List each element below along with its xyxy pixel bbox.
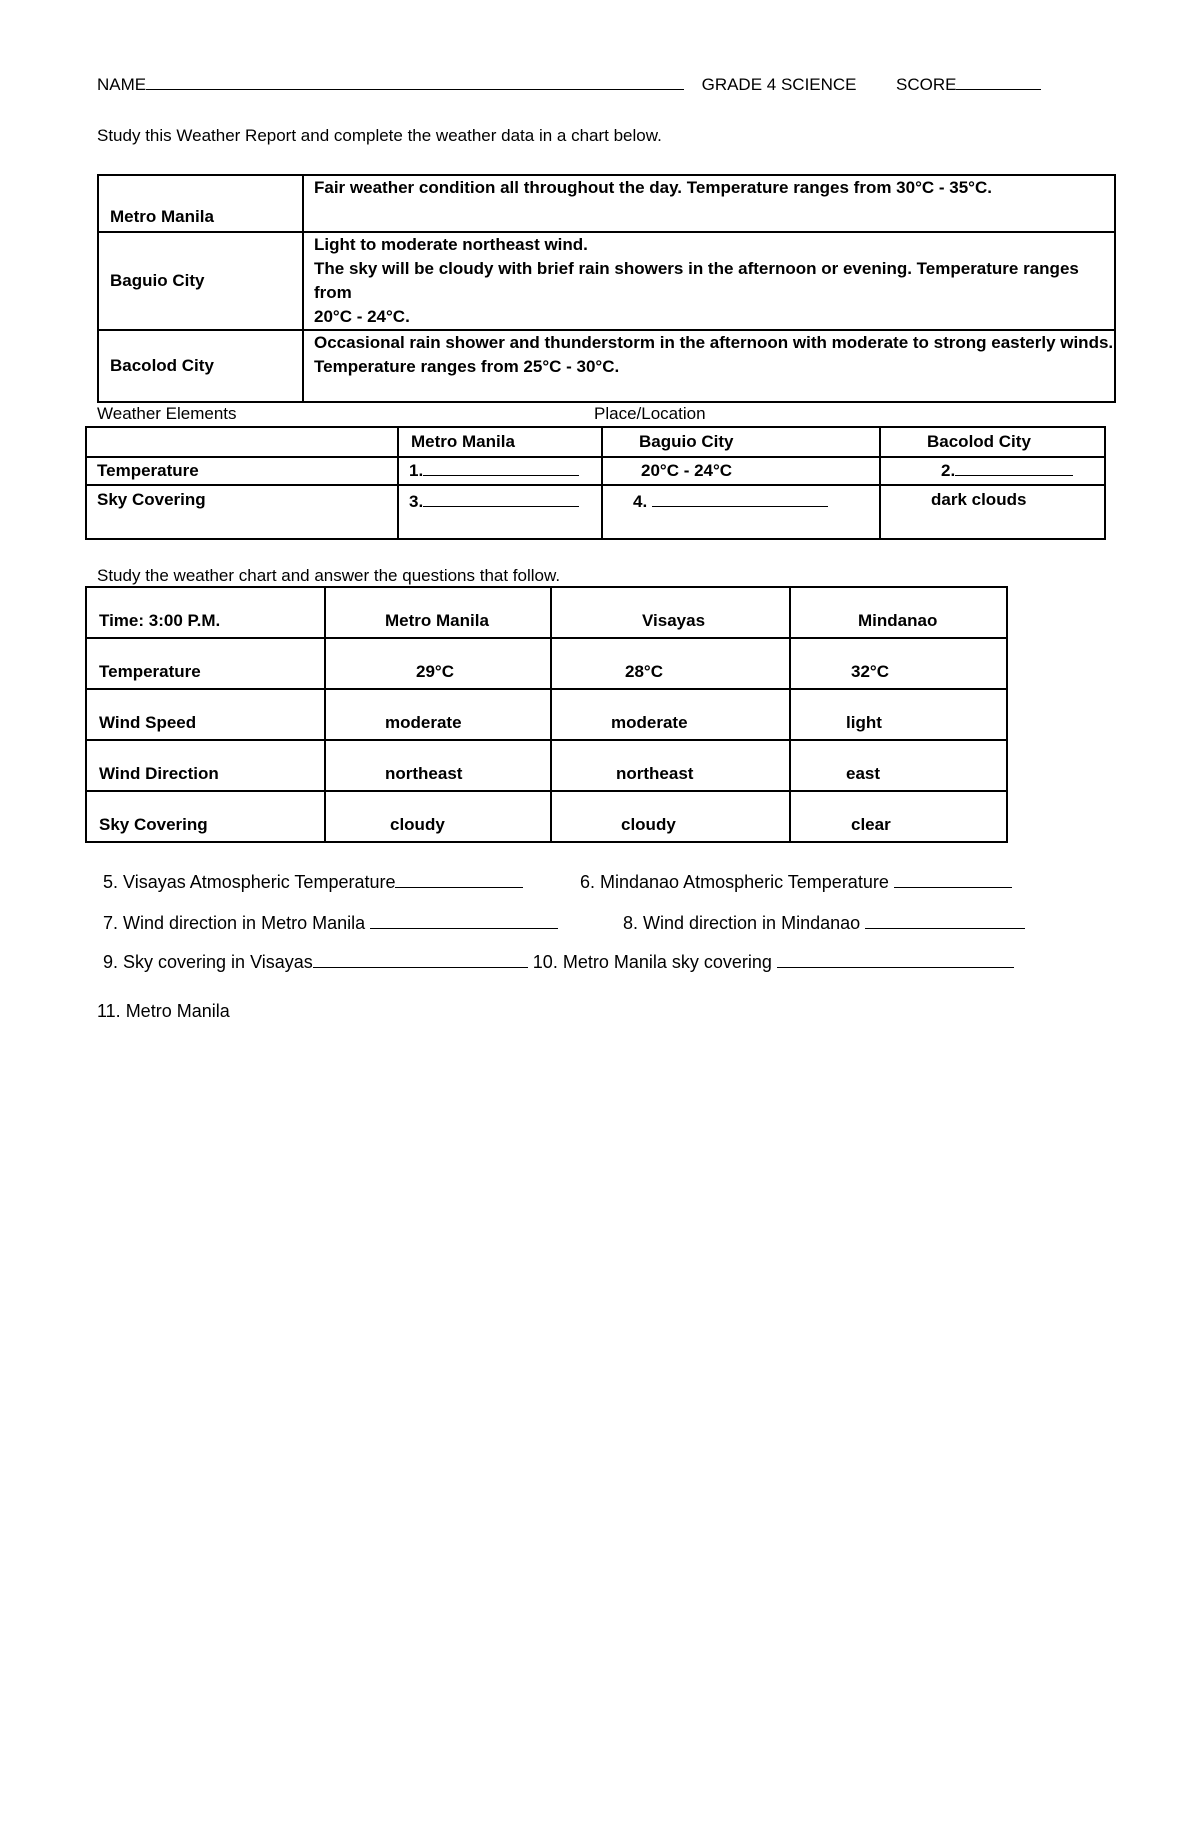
column-header: Visayas bbox=[551, 587, 790, 638]
chart-cell: 32°C bbox=[790, 638, 1007, 689]
answer-blank[interactable] bbox=[313, 951, 528, 968]
question-5 bbox=[103, 871, 523, 893]
question-text: 7. Wind direction in Metro Manila bbox=[103, 913, 366, 933]
chart-cell: cloudy bbox=[325, 791, 551, 842]
chart-cell: cloudy bbox=[551, 791, 790, 842]
blank-number: 3. bbox=[409, 492, 424, 511]
chart-row bbox=[86, 791, 1007, 842]
time-label: Time: 3:00 P.M. bbox=[86, 587, 325, 638]
answer-blank[interactable] bbox=[423, 490, 579, 507]
question-text: 9. Sky covering in Visayas bbox=[103, 952, 313, 972]
chart-header-row bbox=[86, 587, 1007, 638]
instruction-1: Study this Weather Report and complete the weather data in a chart below. bbox=[97, 126, 662, 145]
report-description bbox=[303, 175, 1115, 232]
report-description bbox=[303, 330, 1115, 402]
elements-row bbox=[86, 485, 1105, 539]
name-label: NAME bbox=[97, 75, 147, 94]
report-line: Light to moderate northeast wind. bbox=[314, 235, 588, 254]
chart-row bbox=[86, 740, 1007, 791]
report-line: Temperature ranges from 25°C - 30°C. bbox=[314, 357, 620, 376]
column-header: Baguio City bbox=[602, 427, 880, 457]
chart-row bbox=[86, 638, 1007, 689]
chart-cell: clear bbox=[790, 791, 1007, 842]
report-row bbox=[98, 330, 1115, 402]
answer-cell[interactable] bbox=[398, 485, 602, 539]
report-place: Bacolod City bbox=[98, 330, 303, 402]
subject-label: GRADE 4 SCIENCE bbox=[701, 75, 857, 94]
blank-number: 4. bbox=[633, 492, 648, 511]
report-line: 20°C - 24°C. bbox=[314, 307, 410, 326]
report-description bbox=[303, 232, 1115, 330]
row-label: Wind Direction bbox=[86, 740, 325, 791]
answer-blank[interactable] bbox=[652, 490, 828, 507]
column-header: Mindanao bbox=[790, 587, 1007, 638]
elements-header-row bbox=[86, 427, 1105, 457]
answer-cell[interactable] bbox=[398, 457, 602, 485]
answer-blank[interactable] bbox=[395, 871, 523, 888]
chart-cell: northeast bbox=[325, 740, 551, 791]
answer-blank[interactable] bbox=[955, 459, 1073, 476]
blank-number: 1. bbox=[409, 461, 424, 480]
answer-blank[interactable] bbox=[894, 871, 1012, 888]
report-line: Occasional rain shower and thunderstorm in the afternoon with moderate to strong easterly winds. bbox=[314, 333, 1114, 352]
chart-cell: east bbox=[790, 740, 1007, 791]
question-7 bbox=[103, 912, 558, 934]
chart-cell: northeast bbox=[551, 740, 790, 791]
chart-cell: light bbox=[790, 689, 1007, 740]
question-11: 11. Metro Manila bbox=[97, 1001, 230, 1021]
question-9-10 bbox=[103, 951, 1014, 973]
row-label: Temperature bbox=[86, 457, 398, 485]
question-6 bbox=[580, 871, 1012, 893]
answer-cell[interactable] bbox=[602, 485, 880, 539]
chart-cell: 29°C bbox=[325, 638, 551, 689]
report-line: Fair weather condition all throughout the day. Temperature ranges from 30°C - 35°C. bbox=[314, 178, 992, 197]
report-row bbox=[98, 232, 1115, 330]
instruction-2: Study the weather chart and answer the questions that follow. bbox=[97, 566, 561, 585]
row-label: Sky Covering bbox=[86, 485, 398, 539]
column-header: Bacolod City bbox=[880, 427, 1105, 457]
place-location-heading: Place/Location bbox=[594, 404, 706, 423]
question-text: 5. Visayas Atmospheric Temperature bbox=[103, 872, 396, 892]
question-text: 6. Mindanao Atmospheric Temperature bbox=[580, 872, 889, 892]
blank-number: 2. bbox=[941, 461, 956, 480]
chart-cell: moderate bbox=[325, 689, 551, 740]
question-text: 10. Metro Manila sky covering bbox=[532, 952, 772, 972]
report-place: Baguio City bbox=[98, 232, 303, 330]
value-cell: dark clouds bbox=[880, 485, 1105, 539]
name-blank[interactable] bbox=[146, 73, 684, 90]
answer-blank[interactable] bbox=[423, 459, 579, 476]
elements-row bbox=[86, 457, 1105, 485]
weather-chart-table bbox=[85, 586, 1008, 843]
header-line bbox=[97, 73, 1041, 95]
weather-elements-table bbox=[85, 426, 1106, 540]
answer-blank[interactable] bbox=[777, 951, 1014, 968]
elements-corner-cell bbox=[86, 427, 398, 457]
column-header: Metro Manila bbox=[325, 587, 551, 638]
chart-cell: moderate bbox=[551, 689, 790, 740]
question-text: 8. Wind direction in Mindanao bbox=[623, 913, 861, 933]
chart-cell: 28°C bbox=[551, 638, 790, 689]
report-row bbox=[98, 175, 1115, 232]
row-label: Wind Speed bbox=[86, 689, 325, 740]
answer-cell[interactable] bbox=[880, 457, 1105, 485]
score-blank[interactable] bbox=[956, 73, 1041, 90]
answer-blank[interactable] bbox=[865, 912, 1025, 929]
row-label: Sky Covering bbox=[86, 791, 325, 842]
row-label: Temperature bbox=[86, 638, 325, 689]
chart-row bbox=[86, 689, 1007, 740]
column-header: Metro Manila bbox=[398, 427, 602, 457]
report-place: Metro Manila bbox=[98, 175, 303, 232]
answer-blank[interactable] bbox=[370, 912, 558, 929]
weather-report-table bbox=[97, 174, 1116, 403]
value-cell: 20°C - 24°C bbox=[602, 457, 880, 485]
report-line: The sky will be cloudy with brief rain showers in the afternoon or evening. Temperature ranges from bbox=[314, 259, 1079, 302]
score-label: SCORE bbox=[896, 75, 957, 94]
question-8 bbox=[623, 912, 1025, 934]
weather-elements-heading: Weather Elements bbox=[97, 404, 237, 423]
